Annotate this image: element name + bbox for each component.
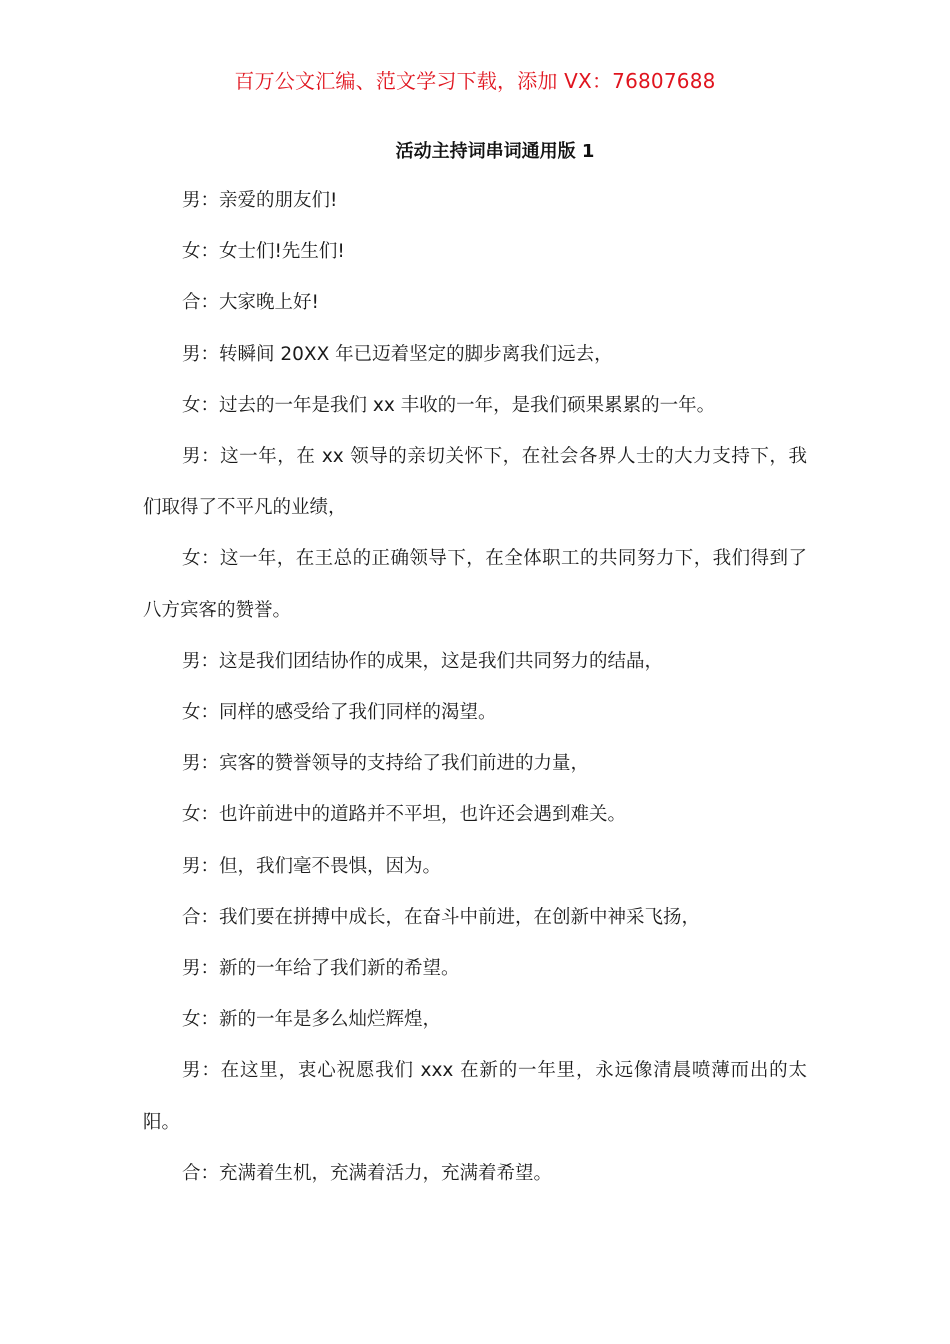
paragraph: 合：充满着生机，充满着活力，充满着希望。 [182, 1162, 553, 1184]
paragraph: 男：宾客的赞誉领导的支持给了我们前进的力量， [182, 753, 590, 775]
paragraph: 男：但，我们毫不畏惧，因为。 [182, 855, 442, 877]
paragraph: 女：女士们!先生们! [182, 241, 345, 263]
paragraph: 男：新的一年给了我们新的希望。 [182, 958, 460, 980]
document-title: 活动主持词串词通用版 1 [395, 141, 595, 162]
paragraph: 男：转瞬间 20XX 年已迈着坚定的脚步离我们远去， [182, 343, 613, 365]
paragraph: 男：在这里，衷心祝愿我们 xxx 在新的一年里，永远像清晨喷薄而出的太阳。 [143, 1060, 807, 1133]
paragraph: 女：新的一年是多么灿烂辉煌， [182, 1009, 442, 1031]
header-banner: 百万公文汇编、范文学习下载，添加 VX：76807688 [234, 69, 716, 93]
paragraph: 女：同样的感受给了我们同样的渴望。 [182, 702, 497, 724]
paragraph: 男：这是我们团结协作的成果，这是我们共同努力的结晶， [182, 650, 664, 672]
paragraph: 女：这一年，在王总的正确领导下，在全体职工的共同努力下，我们得到了八方宾客的赞誉。 [143, 548, 807, 621]
paragraph: 女：也许前进中的道路并不平坦，也许还会遇到难关。 [182, 804, 627, 826]
paragraph: 女：过去的一年是我们 xx 丰收的一年，是我们硕果累累的一年。 [182, 394, 716, 416]
paragraph: 合：我们要在拼搏中成长，在奋斗中前进，在创新中神采飞扬， [182, 906, 701, 928]
paragraph: 合：大家晚上好! [182, 292, 319, 314]
paragraph: 男：这一年，在 xx 领导的亲切关怀下，在社会各界人士的大力支持下，我们取得了不平凡的业绩， [143, 446, 807, 519]
paragraph: 男：亲爱的朋友们! [182, 190, 338, 211]
document-body [143, 175, 807, 1199]
